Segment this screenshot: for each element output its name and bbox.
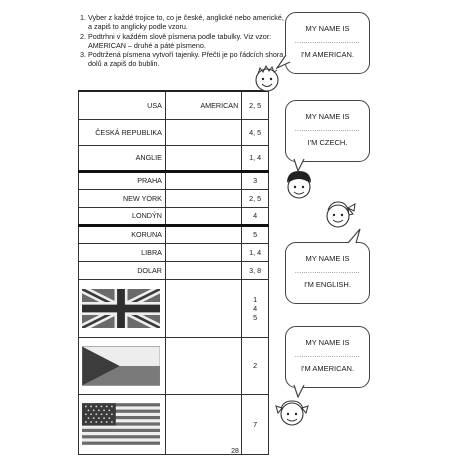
word-cell: PRAHA: [79, 171, 166, 189]
positions-cell: 1, 4: [242, 145, 269, 171]
speech-bubble-4: MY NAME IS .............................. I'M AMERICAN.: [285, 326, 370, 388]
table-row: [79, 394, 269, 454]
word-cell: LIBRA: [79, 243, 166, 261]
table-row: [79, 225, 269, 243]
answer-cell[interactable]: [165, 145, 241, 171]
positions-cell: 7: [242, 394, 269, 454]
instruction-2: 2. Podtrhni v každém slově písmena podle tabulky. Viz vzor: AMERICAN – druhé a páté písmeno.: [80, 31, 272, 50]
speech-bubble-1: MY NAME IS .............................. I'M AMERICAN.: [285, 12, 370, 74]
instructions: [80, 13, 285, 69]
answer-cell[interactable]: [165, 225, 241, 243]
girl-face-icon: [272, 394, 312, 432]
table-row: [79, 119, 269, 145]
flag-cell: [79, 279, 166, 337]
word-cell: KORUNA: [79, 225, 166, 243]
table-row: [79, 189, 269, 207]
us-flag: [82, 403, 160, 445]
table-row: [79, 171, 269, 189]
word-cell: NEW YORK: [79, 189, 166, 207]
page-number: 28: [231, 448, 239, 455]
positions-cell: 3, 8: [242, 261, 269, 279]
answer-cell[interactable]: [165, 119, 241, 145]
answer-cell[interactable]: [165, 243, 241, 261]
flag-cell: [79, 394, 166, 454]
positions-cell: 4: [242, 207, 269, 225]
table-row: [79, 243, 269, 261]
positions-cell: 5: [242, 225, 269, 243]
boy-face-icon: [250, 62, 284, 96]
table-row: [79, 91, 269, 119]
union-jack-flag: [82, 289, 160, 328]
answer-cell[interactable]: [165, 261, 241, 279]
answer-cell[interactable]: [165, 337, 241, 394]
word-cell: USA: [79, 91, 166, 119]
word-cell: ANGLIE: [79, 145, 166, 171]
table-row: [79, 279, 269, 337]
instruction-1: 1. Vyber z každé trojice to, co je české, anglické nebo americké, a zapiš to anglicky podle vzoru.: [80, 13, 284, 32]
answer-cell[interactable]: [165, 394, 241, 454]
positions-cell: 3: [242, 171, 269, 189]
positions-cell: 2: [242, 337, 269, 394]
answer-cell[interactable]: [165, 279, 241, 337]
positions-cell: 1, 4: [242, 243, 269, 261]
answer-cell[interactable]: [165, 189, 241, 207]
word-cell: LONDÝN: [79, 207, 166, 225]
boy-face-icon: [282, 168, 316, 204]
positions-cell: 2, 5: [242, 189, 269, 207]
speech-bubble-3: MY NAME IS .............................. I'M ENGLISH.: [285, 242, 370, 304]
answer-cell[interactable]: [165, 207, 241, 225]
positions-cell: 1 4 5: [242, 279, 269, 337]
word-cell: ČESKÁ REPUBLIKA: [79, 119, 166, 145]
exercise-table: [78, 90, 269, 455]
table-row: [79, 207, 269, 225]
table-row: [79, 261, 269, 279]
speech-bubble-2: MY NAME IS .............................. I'M CZECH.: [285, 100, 370, 162]
positions-cell: 2, 5: [242, 91, 269, 119]
answer-cell[interactable]: AMERICAN: [165, 91, 241, 119]
table-row: [79, 337, 269, 394]
girl-face-icon: [318, 196, 358, 234]
instruction-3: 3. Podtržená písmena vytvoří tajenky. Přečti je po řádcích shora dolů a zapiš do bublin.: [80, 50, 284, 69]
flag-cell: [79, 337, 166, 394]
positions-cell: 4, 5: [242, 119, 269, 145]
table-row: [79, 145, 269, 171]
word-cell: DOLAR: [79, 261, 166, 279]
answer-cell[interactable]: [165, 171, 241, 189]
czech-flag: [82, 346, 160, 386]
